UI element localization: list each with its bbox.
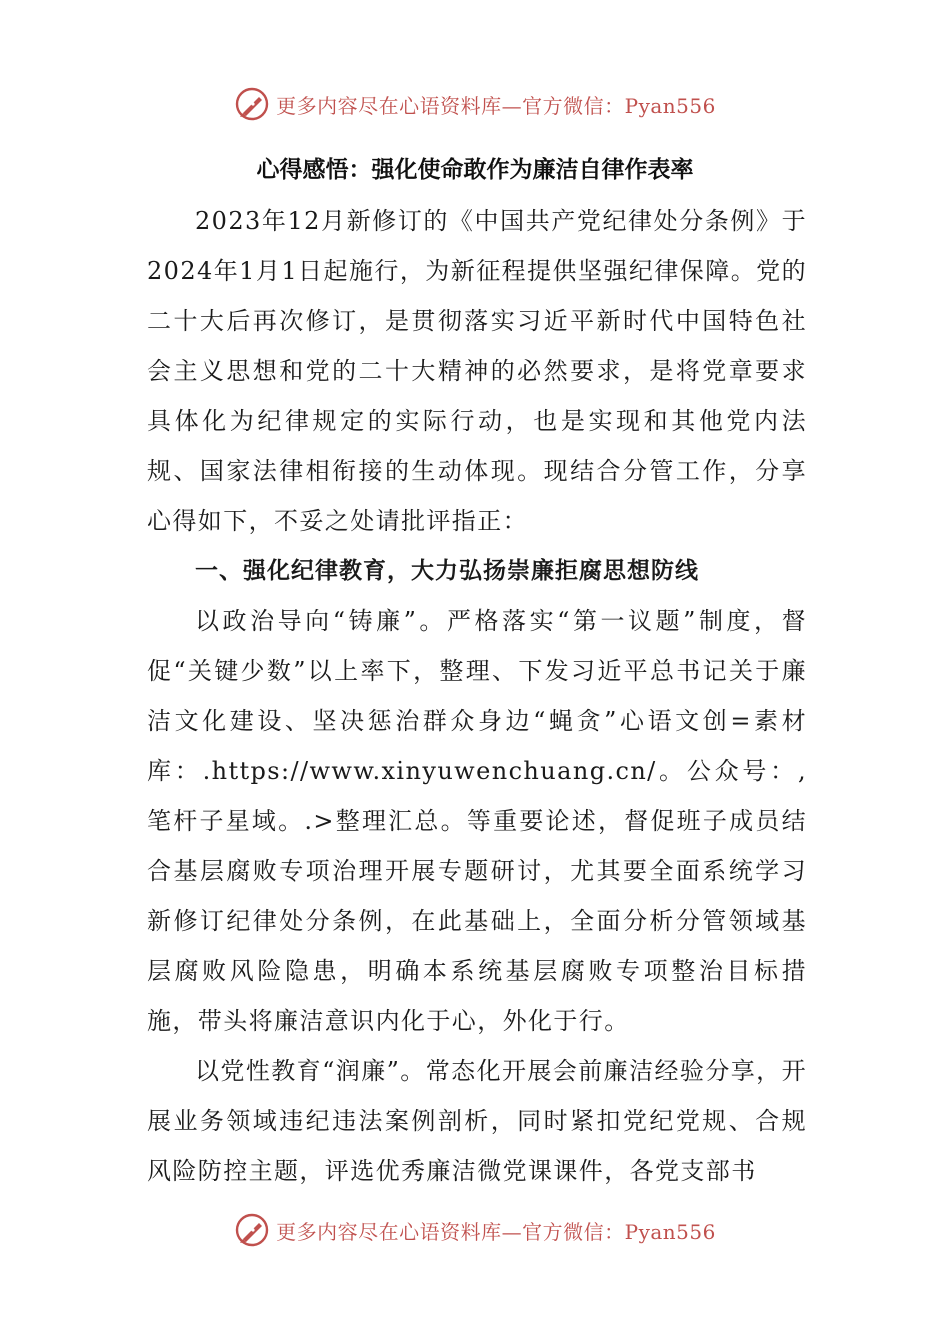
document-title: 心得感悟：强化使命敢作为廉洁自律作表率 [256, 157, 694, 183]
watermark-text: 更多内容尽在心语资料库—官方微信：Pyan556 [276, 93, 716, 118]
footer-watermark-banner [0, 1210, 950, 1250]
section-1-paragraph-1: 以政治导向“铸廉”。严格落实“第一议题”制度，督促“关键少数”以上率下，整理、下发习近平总书记关于廉洁文化建设、坚决惩治群众身边“蝇贪”心语文创=素材库：.https://www.xinyuwenchuang.cn/。公众号：,笔杆子星域。.>整理汇总。等重要论述，督促班子成员结合基层腐败专项治理开展专题研讨，尤其要全面系统学习新修订纪律处分条例，在此基础上，全面分析分管领域基层腐败风险隐患，明确本系统基层腐败专项整治目标措施，带头将廉洁意识内化于心，外化于行。 [147, 607, 807, 1035]
watermark-text: 更多内容尽在心语资料库—官方微信：Pyan556 [276, 1219, 716, 1244]
section-1-paragraph-2: 以党性教育“润廉”。常态化开展会前廉洁经验分享，开展业务领域违纪违法案例剖析，同时紧扣党纪党规、合规风险防控主题，评选优秀廉洁微党课课件，各党支部书 [147, 1057, 807, 1185]
intro-paragraph: 2023年12月新修订的《中国共产党纪律处分条例》于2024年1月1日起施行，为新征程提供坚强纪律保障。党的二十大后再次修订，是贯彻落实习近平新时代中国特色社会主义思想和党的二十大精神的必然要求，是将党章要求具体化为纪律规定的实际行动，也是实现和其他党内法规、国家法律相衔接的生动体现。现结合分管工作，分享心得如下，不妥之处请批评指正： [147, 207, 807, 535]
document-body [147, 196, 807, 1196]
pen-nib-logo-icon [234, 86, 270, 122]
header-watermark-banner [0, 84, 950, 124]
pen-nib-logo-icon [234, 1212, 270, 1248]
section-heading-1: 一、强化纪律教育，大力弘扬崇廉拒腐思想防线 [195, 558, 699, 584]
